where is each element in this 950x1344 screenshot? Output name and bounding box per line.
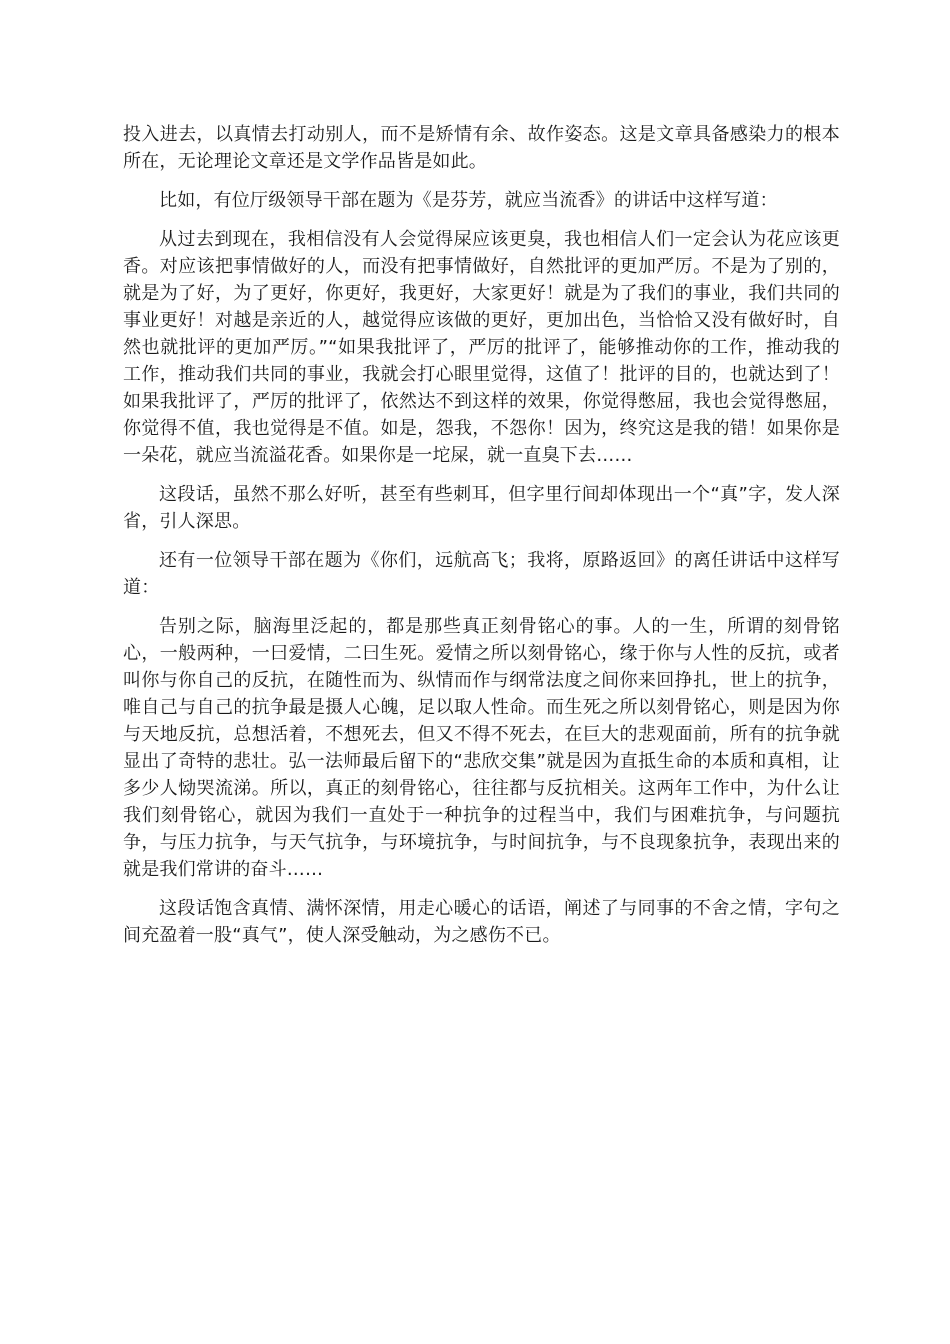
paragraph-3: 这段话，虽然不那么好听，甚至有些刺耳，但字里行间却体现出一个“真”字，发人深省，引人深思。 <box>123 484 840 532</box>
paragraph-2: 比如，有位厅级领导干部在题为《是芬芳，就应当流香》的讲话中这样写道： <box>159 190 778 211</box>
quote-paragraph-2: 告别之际，脑海里泛起的，都是那些真正刻骨铭心的事。人的一生，所谓的刻骨铭心，一般两种，一曰爱情，二曰生死。爱情之所以刻骨铭心，缘于你与人性的反抗，或者叫你与你自己的反抗，在随性而为、纵情而作与纲常法度之间你来回挣扎，世上的抗争，唯自己与自己的抗争最是摄人心魄，足以取人性命。而生死之所以刻骨铭心，则是因为你与天地反抗，总想活着，不想死去，但又不得不死去，在巨大的悲观面前，所有的抗争就显出了奇特的悲壮。弘一法师最后留下的“悲欣交集”就是因为直抵生命的本质和真相，让多少人恸哭流涕。所以，真正的刻骨铭心，往往都与反抗相关。这两年工作中，为什么让我们刻骨铭心，就因为我们一直处于一种抗争的过程当中，我们与困难抗争，与问题抗争，与压力抗争，与天气抗争，与环境抗争，与时间抗争，与不良现象抗争，表现出来的就是我们常讲的奋斗…… <box>123 616 840 880</box>
paragraph-5: 这段话饱含真情、满怀深情，用走心暖心的话语，阐述了与同事的不舍之情，字句之间充盈着一股“真气”，使人深受触动，为之感伤不已。 <box>123 898 840 946</box>
document-body <box>123 121 840 961</box>
paragraph-1: 投入进去，以真情去打动别人，而不是矫情有余、故作姿态。这是文章具备感染力的根本所在，无论理论文章还是文学作品皆是如此。 <box>123 124 840 172</box>
paragraph-4: 还有一位领导干部在题为《你们，远航高飞；我将，原路返回》的离任讲话中这样写道： <box>123 550 840 598</box>
quote-paragraph-1: 从过去到现在，我相信没有人会觉得屎应该更臭，我也相信人们一定会认为花应该更香。对应该把事情做好的人，而没有把事情做好，自然批评的更加严厉。不是为了别的，就是为了好，为了更好，你更好，我更好，大家更好！就是为了我们的事业，我们共同的事业更好！对越是亲近的人，越觉得应该做的更好，更加出色，当恰恰又没有做好时，自然也就批评的更加严厉。”“如果我批评了，严厉的批评了，能够推动你的工作，推动我的工作，推动我们共同的事业，我就会打心眼里觉得，这值了！批评的目的，也就达到了！如果我批评了，严厉的批评了，依然达不到这样的效果，你觉得憋屈，我也会觉得憋屈，你觉得不值，我也觉得是不值。如是，怨我，不怨你！因为，终究这是我的错！如果你是一朵花，就应当流溢花香。如果你是一坨屎，就一直臭下去…… <box>123 229 840 466</box>
